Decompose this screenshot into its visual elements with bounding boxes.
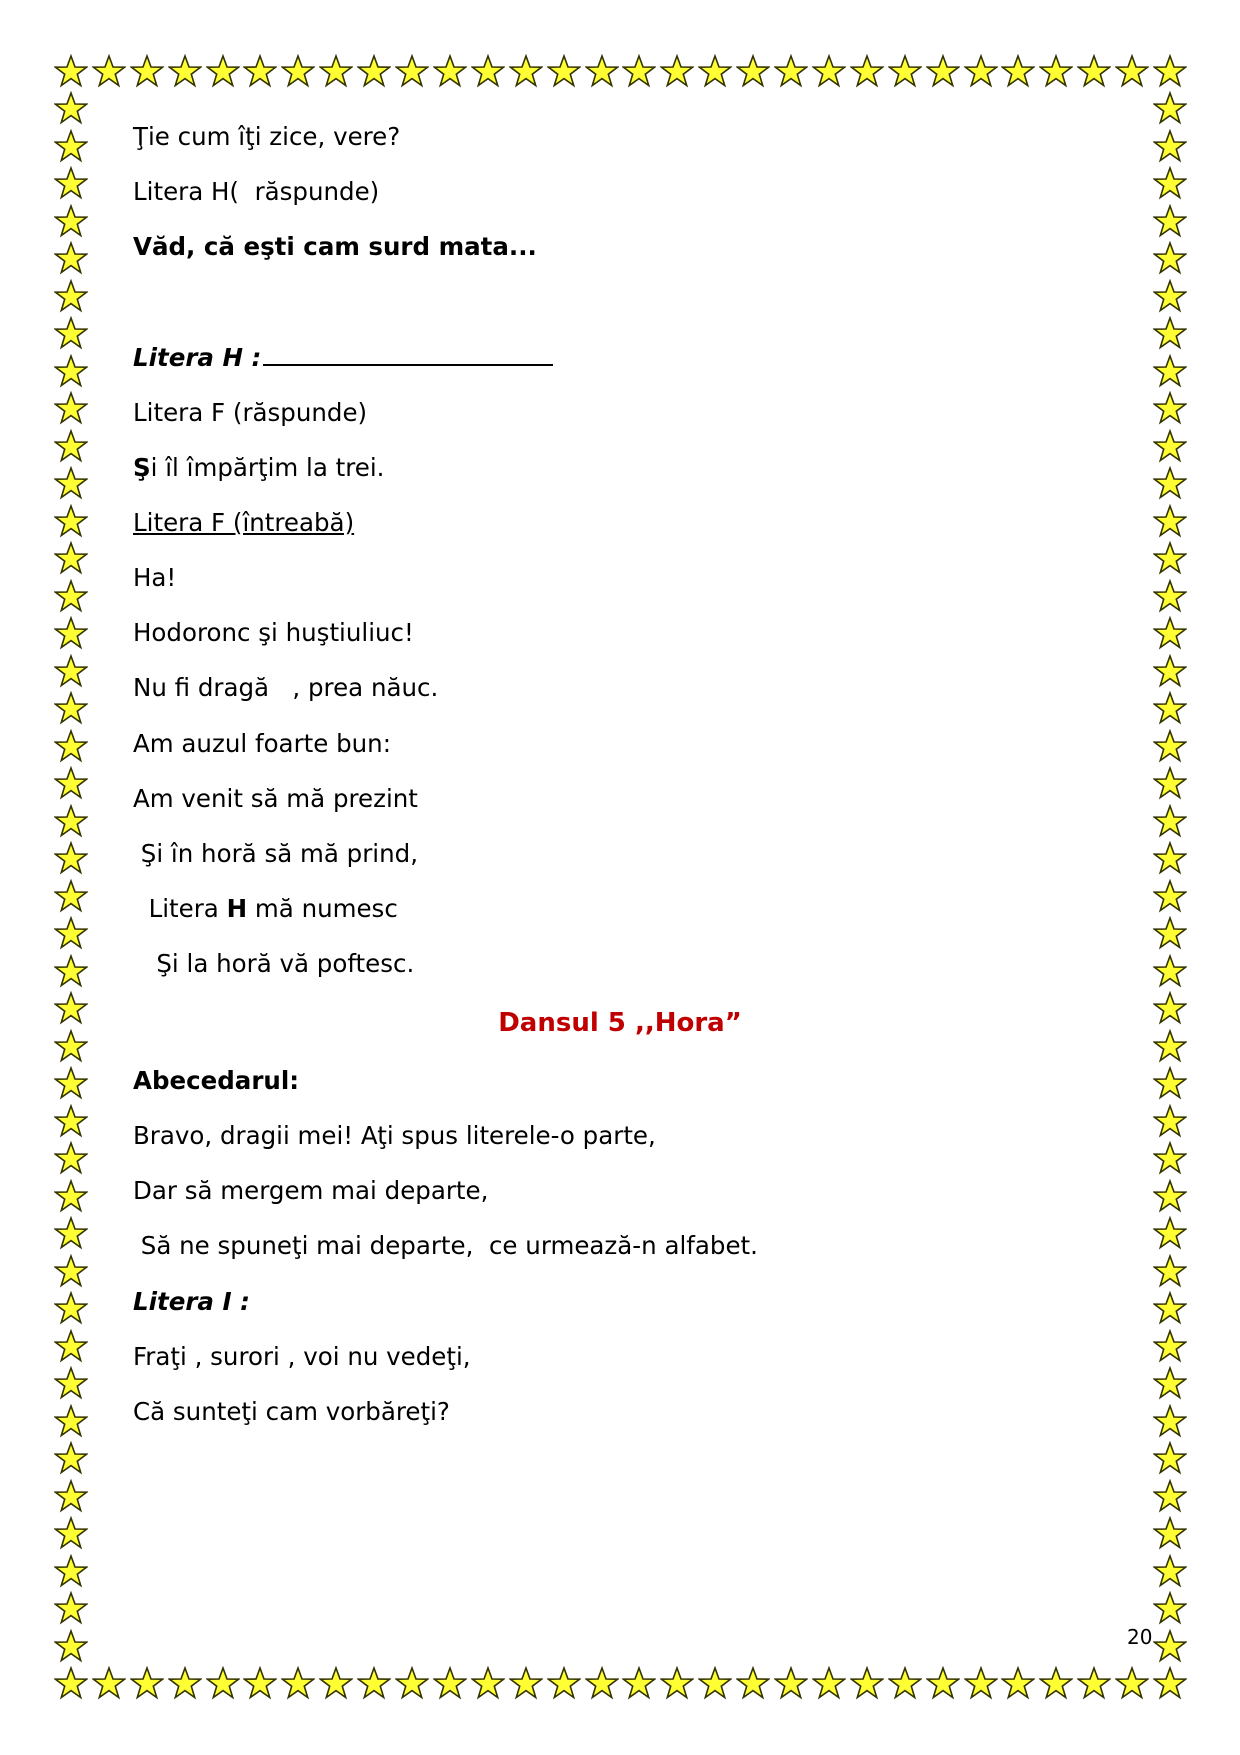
star-icon bbox=[1153, 1329, 1187, 1363]
star-icon bbox=[926, 1666, 960, 1700]
star-icon bbox=[547, 1666, 581, 1700]
star-icon bbox=[54, 279, 88, 313]
star-icon bbox=[319, 54, 353, 88]
star-icon bbox=[585, 1666, 619, 1700]
star-icon bbox=[888, 1666, 922, 1700]
star-icon bbox=[1153, 54, 1187, 88]
star-icon bbox=[54, 1141, 88, 1175]
star-icon bbox=[54, 1591, 88, 1625]
star-icon bbox=[736, 54, 770, 88]
star-icon bbox=[54, 1554, 88, 1588]
star-icon bbox=[54, 916, 88, 950]
text-line: Nu fi dragă , prea năuc. bbox=[133, 673, 439, 702]
star-icon bbox=[1153, 729, 1187, 763]
star-icon bbox=[774, 1666, 808, 1700]
star-icon bbox=[243, 1666, 277, 1700]
star-icon bbox=[433, 54, 467, 88]
star-icon bbox=[1153, 241, 1187, 275]
speaker-label: Litera H : bbox=[133, 343, 262, 372]
star-icon bbox=[395, 54, 429, 88]
star-icon bbox=[1153, 1141, 1187, 1175]
star-icon bbox=[319, 1666, 353, 1700]
star-icon bbox=[698, 54, 732, 88]
star-icon bbox=[1153, 1366, 1187, 1400]
star-icon bbox=[54, 541, 88, 575]
star-icon bbox=[433, 1666, 467, 1700]
bold-initial: Ş bbox=[133, 453, 151, 482]
star-icon bbox=[54, 1104, 88, 1138]
star-icon bbox=[395, 1666, 429, 1700]
star-icon bbox=[1077, 54, 1111, 88]
text-line: Să ne spuneţi mai departe, ce urmează-n alfabet. bbox=[133, 1231, 758, 1260]
star-icon bbox=[1153, 316, 1187, 350]
star-icon bbox=[1153, 804, 1187, 838]
star-icon bbox=[1153, 1591, 1187, 1625]
star-icon bbox=[206, 1666, 240, 1700]
text-line: Şi la horă vă poftesc. bbox=[133, 949, 415, 978]
star-icon bbox=[1153, 1179, 1187, 1213]
star-icon bbox=[622, 1666, 656, 1700]
star-icon bbox=[54, 54, 88, 88]
star-icon bbox=[54, 1179, 88, 1213]
star-icon bbox=[54, 841, 88, 875]
star-icon bbox=[1153, 1666, 1187, 1700]
star-icon bbox=[1153, 279, 1187, 313]
star-icon bbox=[54, 429, 88, 463]
star-icon bbox=[168, 54, 202, 88]
star-icon bbox=[1153, 841, 1187, 875]
text-pre: Litera bbox=[133, 894, 227, 923]
text-line: Ţie cum îţi zice, vere? bbox=[133, 122, 401, 151]
star-icon bbox=[54, 1366, 88, 1400]
star-icon bbox=[54, 504, 88, 538]
text-post: mă numesc bbox=[247, 894, 398, 923]
star-icon bbox=[54, 1516, 88, 1550]
star-icon bbox=[1153, 166, 1187, 200]
star-icon bbox=[964, 1666, 998, 1700]
star-icon bbox=[54, 1629, 88, 1663]
star-icon bbox=[1153, 1629, 1187, 1663]
star-icon bbox=[1153, 616, 1187, 650]
star-icon bbox=[243, 54, 277, 88]
star-icon bbox=[54, 879, 88, 913]
star-icon bbox=[54, 1441, 88, 1475]
star-icon bbox=[585, 54, 619, 88]
star-icon bbox=[1153, 91, 1187, 125]
text-line: Ha! bbox=[133, 563, 177, 592]
star-icon bbox=[509, 1666, 543, 1700]
star-icon bbox=[130, 1666, 164, 1700]
star-icon bbox=[622, 54, 656, 88]
text-line-underlined: Litera F (întreabă) bbox=[133, 508, 355, 537]
star-icon bbox=[1153, 579, 1187, 613]
star-icon bbox=[206, 54, 240, 88]
star-icon bbox=[1153, 1479, 1187, 1513]
star-icon bbox=[1153, 204, 1187, 238]
star-icon bbox=[1115, 1666, 1149, 1700]
star-icon bbox=[1153, 391, 1187, 425]
star-icon bbox=[54, 616, 88, 650]
star-icon bbox=[1039, 1666, 1073, 1700]
star-icon bbox=[1153, 1516, 1187, 1550]
star-icon bbox=[54, 1479, 88, 1513]
star-icon bbox=[1153, 466, 1187, 500]
star-icon bbox=[168, 1666, 202, 1700]
speaker-line bbox=[133, 342, 553, 374]
star-icon bbox=[509, 54, 543, 88]
star-icon bbox=[812, 1666, 846, 1700]
star-icon bbox=[54, 729, 88, 763]
star-icon bbox=[471, 1666, 505, 1700]
star-icon bbox=[1153, 691, 1187, 725]
star-icon bbox=[1001, 1666, 1035, 1700]
star-icon bbox=[812, 54, 846, 88]
star-icon bbox=[850, 54, 884, 88]
star-icon bbox=[1153, 1441, 1187, 1475]
star-icon bbox=[54, 654, 88, 688]
star-icon bbox=[1153, 1404, 1187, 1438]
star-icon bbox=[1153, 766, 1187, 800]
star-icon bbox=[850, 1666, 884, 1700]
star-icon bbox=[1153, 1254, 1187, 1288]
star-icon bbox=[54, 1066, 88, 1100]
star-icon bbox=[1153, 129, 1187, 163]
star-icon bbox=[1153, 879, 1187, 913]
text-line: Bravo, dragii mei! Aţi spus literele-o parte, bbox=[133, 1121, 656, 1150]
speaker-label: Litera I : bbox=[133, 1287, 250, 1316]
star-icon bbox=[1039, 54, 1073, 88]
star-icon bbox=[1153, 1554, 1187, 1588]
star-icon bbox=[1153, 1291, 1187, 1325]
star-icon bbox=[1153, 1066, 1187, 1100]
star-icon bbox=[1153, 429, 1187, 463]
star-icon bbox=[1001, 54, 1035, 88]
text-line bbox=[133, 452, 384, 484]
star-icon bbox=[1153, 1216, 1187, 1250]
star-icon bbox=[281, 54, 315, 88]
star-icon bbox=[54, 166, 88, 200]
star-icon bbox=[888, 54, 922, 88]
text-line-bold: Văd, că eşti cam surd mata... bbox=[133, 232, 537, 261]
star-icon bbox=[54, 954, 88, 988]
star-icon bbox=[54, 91, 88, 125]
star-icon bbox=[54, 204, 88, 238]
star-icon bbox=[54, 579, 88, 613]
star-icon bbox=[54, 466, 88, 500]
bold-letter: H bbox=[226, 894, 248, 923]
star-icon bbox=[357, 54, 391, 88]
star-icon bbox=[54, 804, 88, 838]
star-icon bbox=[1153, 954, 1187, 988]
star-icon bbox=[1153, 354, 1187, 388]
section-heading: Dansul 5 ,,Hora” bbox=[498, 1008, 742, 1038]
star-icon bbox=[54, 316, 88, 350]
text-line: Dar să mergem mai departe, bbox=[133, 1176, 489, 1205]
star-icon bbox=[774, 54, 808, 88]
star-icon bbox=[698, 1666, 732, 1700]
text-line: Şi în horă să mă prind, bbox=[133, 839, 418, 868]
text-line: Litera F (răspunde) bbox=[133, 398, 368, 427]
star-icon bbox=[54, 391, 88, 425]
star-icon bbox=[471, 54, 505, 88]
star-icon bbox=[1153, 1104, 1187, 1138]
star-icon bbox=[547, 54, 581, 88]
text-line bbox=[133, 893, 398, 925]
star-icon bbox=[281, 1666, 315, 1700]
star-icon bbox=[1077, 1666, 1111, 1700]
star-icon bbox=[926, 54, 960, 88]
star-icon bbox=[54, 129, 88, 163]
star-icon bbox=[54, 354, 88, 388]
star-icon bbox=[54, 241, 88, 275]
speaker-label: Abecedarul: bbox=[133, 1066, 300, 1095]
text-line: Că sunteţi cam vorbăreţi? bbox=[133, 1397, 450, 1426]
text-line: Litera H( răspunde) bbox=[133, 177, 380, 206]
star-icon bbox=[92, 1666, 126, 1700]
text-line: Am auzul foarte bun: bbox=[133, 729, 391, 758]
star-icon bbox=[54, 1291, 88, 1325]
star-icon bbox=[1153, 654, 1187, 688]
star-icon bbox=[1115, 54, 1149, 88]
star-icon bbox=[1153, 916, 1187, 950]
star-icon bbox=[1153, 541, 1187, 575]
text-line: Am venit să mă prezint bbox=[133, 784, 418, 813]
text-rest: i îl împărţim la trei. bbox=[150, 453, 385, 482]
text-line: Fraţi , surori , voi nu vedeţi, bbox=[133, 1342, 471, 1371]
star-icon bbox=[660, 54, 694, 88]
star-icon bbox=[54, 1404, 88, 1438]
star-icon bbox=[964, 54, 998, 88]
star-icon bbox=[54, 766, 88, 800]
star-icon bbox=[54, 1216, 88, 1250]
star-icon bbox=[357, 1666, 391, 1700]
star-icon bbox=[54, 1666, 88, 1700]
star-icon bbox=[54, 1254, 88, 1288]
star-icon bbox=[92, 54, 126, 88]
star-icon bbox=[54, 691, 88, 725]
star-icon bbox=[1153, 504, 1187, 538]
star-icon bbox=[130, 54, 164, 88]
star-icon bbox=[54, 1329, 88, 1363]
page-number: 20 bbox=[1127, 1625, 1153, 1649]
answer-blank-line bbox=[263, 346, 553, 366]
text-line: Hodoronc şi huştiuliuc! bbox=[133, 618, 414, 647]
star-icon bbox=[660, 1666, 694, 1700]
star-icon bbox=[736, 1666, 770, 1700]
